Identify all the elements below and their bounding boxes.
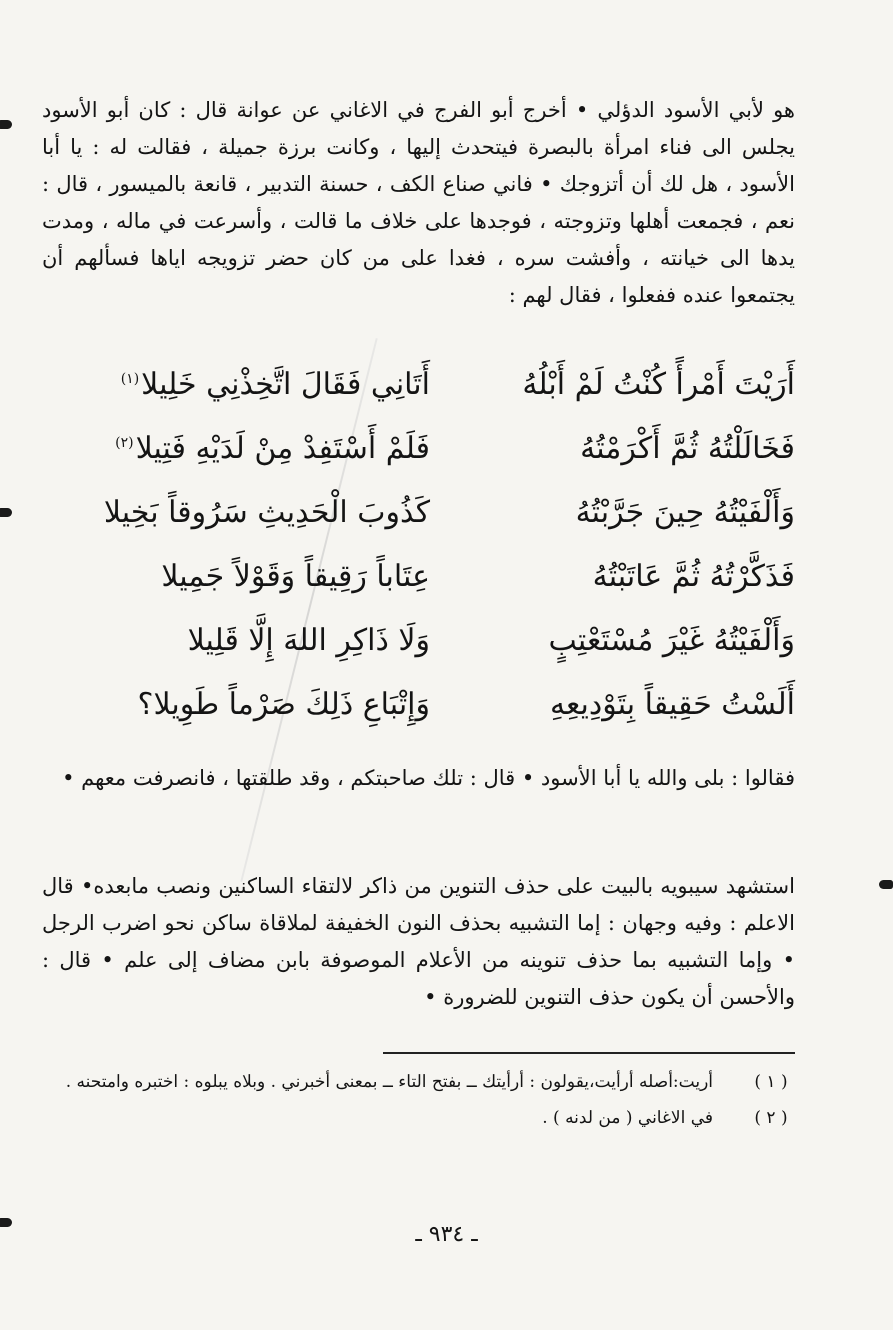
poem-verse (100, 608, 795, 672)
footnote-ref: (١) (120, 370, 140, 387)
verse-second-hemistich: عِتَاباً رَقِيقاً وَقَوْلاً جَمِيلا (161, 558, 430, 594)
footnote (42, 1106, 788, 1130)
footnote-text: في الاغاني ( من لدنه ) . (542, 1108, 713, 1128)
verse-first-hemistich: وَأَلْفَيْتُهُ حِينَ جَرَّبْتُهُ (575, 494, 795, 530)
reply-paragraph: فقالوا : بلى والله يا أبا الأسود • قال : تلك صاحبتكم ، وقد طلقتها ، فانصرفت معهم • (62, 766, 795, 790)
page-number: ـ ٩٣٤ ـ (415, 1222, 478, 1247)
binding-mark (0, 508, 12, 517)
footnote-ref: (٢) (115, 434, 134, 451)
verse-first-hemistich: أَرَيْتَ أَمْرأً كُنْتُ لَمْ أَبْلُهُ (522, 366, 795, 402)
poem-verse (100, 480, 795, 544)
intro-paragraph: هو لأبي الأسود الدؤلي • أخرج أبو الفرج في الاغاني عن عوانة قال : كان أبو الأسود يجلس الى فناء امرأة بالبصرة فيتحدث إليها ، وكانت برزة جميلة ، فقالت له : يا أبا الأسود ، هل لك أن أتزوجك • فاني صناع الكف ، حسنة التدبير ، قانعة بالميسور ، قال : نعم ، فجمعت أهلها وتزوجته ، فوجدها على خلاف ما قالت ، وأسرعت في ماله ، ومدت يدها الى خيانته ، وأفشت سره ، فغدا على من كان حضر تزويجه اياها فسألهم أن يجتمعوا عنده ففعلوا ، فقال لهم : (42, 98, 795, 307)
footnote-number: ( ١ ) (754, 1072, 788, 1092)
footnote-text: أريت:أصله أرأيت،يقولون : أرأيتك ــ بفتح التاء ــ بمعنى أخبرني . وبلاه يبلوه : اختبره وامتحنه . (65, 1072, 713, 1092)
verse-first-hemistich: أَلَسْتُ حَقِيقاً بِتَوْدِيعِهِ (549, 686, 795, 722)
verse-second-hemistich (100, 431, 430, 466)
verse-first-hemistich: فَذَكَّرْتُهُ ثُمَّ عَاتَبْتُهُ (592, 558, 795, 594)
poem-verse (100, 672, 795, 736)
poem (100, 352, 795, 736)
verse-second-text: فَلَمْ أَسْتَفِدْ مِنْ لَدَيْهِ فَتِيلا (135, 430, 430, 466)
footnote-divider (383, 1052, 795, 1054)
verse-second-hemistich: وَلَا ذَاكِرِ اللهَ إِلَّا قَلِيلا (187, 622, 430, 658)
verse-second-hemistich (100, 367, 430, 402)
footnote-number: ( ٢ ) (754, 1108, 788, 1128)
verse-second-text: أَتَانِي فَقَالَ اتَّخِذْنِي خَلِيلا (141, 366, 430, 402)
footnote (42, 1070, 788, 1094)
footnotes (42, 1070, 788, 1142)
verse-second-hemistich: وَإِتْبَاعِ ذَلِكَ صَرْماً طَوِيلا؟ (137, 686, 430, 722)
binding-mark (0, 120, 12, 129)
poem-verse (100, 544, 795, 608)
binding-mark (879, 880, 893, 889)
poem-verse (100, 416, 795, 480)
verse-first-hemistich: وَأَلْفَيْتُهُ غَيْرَ مُسْتَعْتِبٍ (548, 622, 795, 658)
verse-second-hemistich: كَذُوبَ الْحَدِيثِ سَرُوقاً بَخِيلا (103, 494, 430, 530)
verse-first-hemistich: فَخَالَلْتُهُ ثُمَّ أَكْرَمْتُهُ (580, 430, 795, 466)
poem-verse (100, 352, 795, 416)
commentary-paragraph: استشهد سيبويه بالبيت على حذف التنوين من ذاكر لالتقاء الساكنين ونصب مابعده• قال الاعلم : وفيه وجهان : إما التشبيه بحذف النون الخفيفة لملاقاة ساكن نحو اضرب الرجل • وإما التشبيه بما حذف تنوينه من الأعلام الموصوفة بابن مضاف إلى علم • قال : والأحسن أن يكون حذف التنوين للضرورة • (42, 874, 795, 1009)
